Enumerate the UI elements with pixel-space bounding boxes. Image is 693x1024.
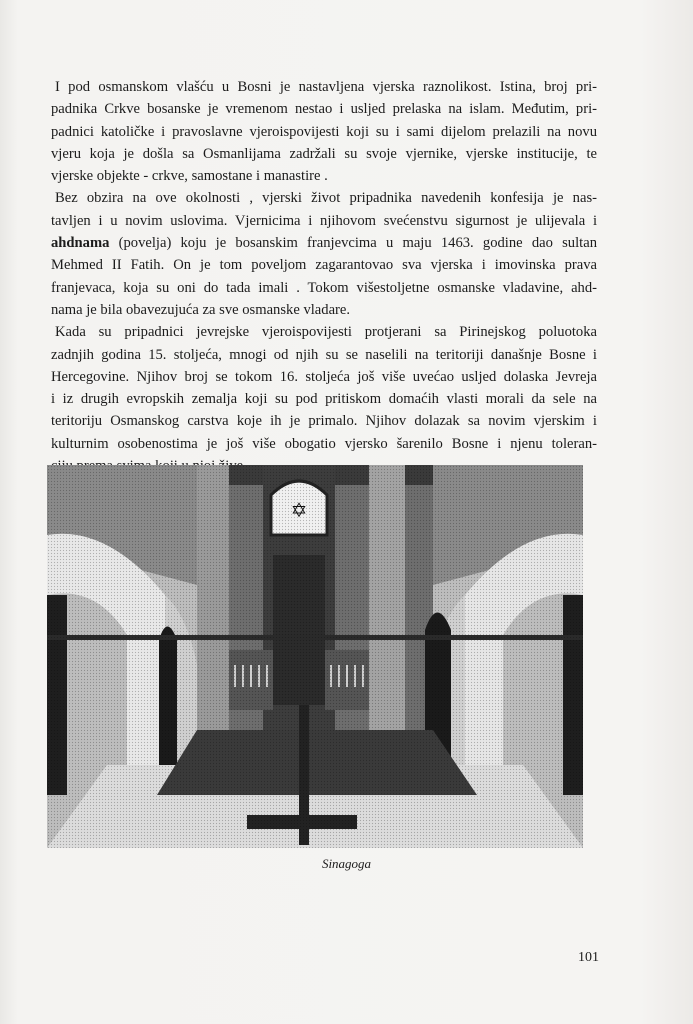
text-line: kulturnim osobenostima je još više obogatio vjersko šarenilo Bosne i njenu toleran- [51,435,597,452]
text-line: I pod osmanskom vlašću u Bosni je nastavljena vjerska raznolikost. Istina, broj pri- [55,79,597,95]
figure-caption: Sinagoga [321,856,372,871]
paragraph-3 [51,321,597,477]
text-line: tavljen i u novim uslovima. Vjernicima i njihovom svećenstvu sigurnost je ulijevala i [51,212,597,229]
text-line: zadnjih godina 15. stoljeća, mnogi od njih su se naselili na teritoriji današnje Bosne i [51,346,597,363]
text-line: i iz drugih evropskih zemalja koji su pod pritiskom domaćih vlasti morali da sele na [51,391,597,408]
text-line: nama je bila obavezujuća za sve osmanske vladare. [51,301,351,318]
synagogue-photo [47,465,583,848]
text-line: padnici katoličke i pravoslavne vjeroispovijesti koji su i sami dijelom prelazili na novu [51,123,597,140]
text-line: vjerske objekte - crkve, samostane i manastire . [51,168,328,185]
paragraph-1 [51,76,597,187]
text-line: teritoriju Osmanskog carstva koje ih je primalo. Njihov dolazak sa novim vjerskim i [51,413,597,430]
synagogue-interior-image [47,465,583,848]
text-line: Hercegovine. Njihov broj se tokom 16. stoljeća još više uvećao usljed dolaska Jevreja [51,368,597,385]
text-line-with-bold [51,232,597,254]
body-text [51,76,597,477]
text-line: padnika Crkve bosanske je vremenom nestao i usljed prelaska na islam. Međutim, pri- [51,101,597,118]
page-number: 101 [578,950,599,965]
text-line: vjeru koja je došla sa Osmanlijama zadržali su svoje vjernike, vjerske institucije, te [51,145,597,162]
text-line: Kada su pripadnici jevrejske vjeroispovijesti protjerani sa Pirinejskog poluotoka [55,324,597,341]
paragraph-2 [51,187,597,321]
bold-term: ahdnama [51,235,110,252]
text-line-rest: (povelja) koju je bosanskim franjevcima u maju 1463. godine dao sultan [118,235,597,252]
text-line: Mehmed II Fatih. On je tom poveljom zagarantovao sva vjerska i imovinska prava [51,257,597,274]
text-line: Bez obzira na ove okolnosti , vjerski život pripadnika navedenih konfesija je nas- [55,190,597,207]
text-line: franjevaca, koja su oni do tada imali . Tokom višestoljetne osmanske vladavine, ahd- [51,279,597,296]
